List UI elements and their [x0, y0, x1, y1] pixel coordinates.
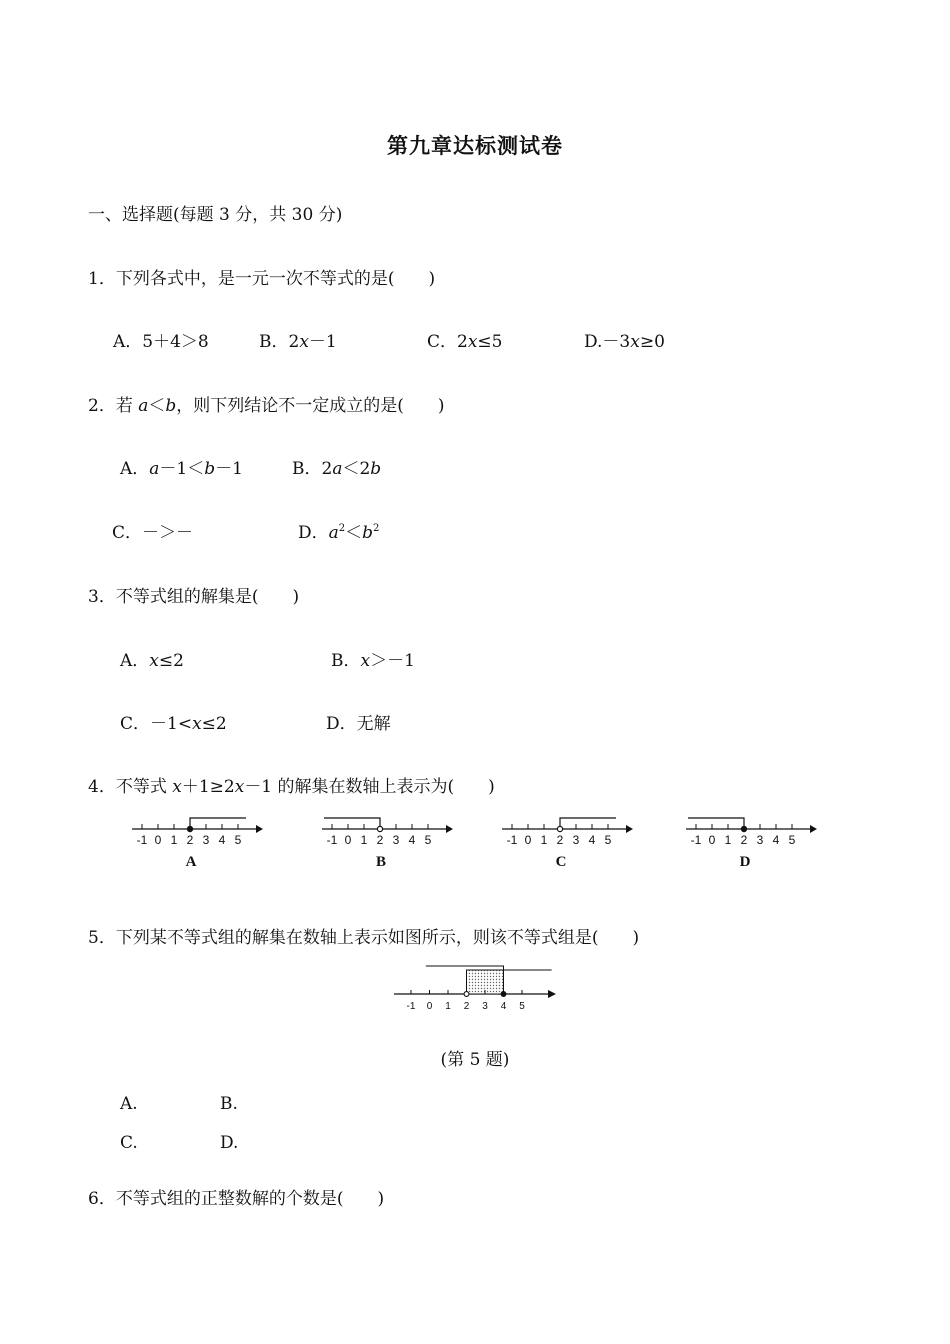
tick-label: -1	[406, 1001, 416, 1012]
q5-option-c: C.	[120, 1133, 138, 1153]
tick-label: 4	[408, 833, 416, 847]
option-letter: A	[185, 854, 197, 870]
open-dot	[377, 826, 382, 831]
question-3-stem: 3．不等式组的解集是( )	[88, 587, 300, 607]
tick-label: 3	[572, 833, 580, 847]
q1-option-b: B．2x－1	[259, 332, 337, 352]
number-line-a	[130, 810, 270, 872]
q1-option-a: A．5＋4＞8	[113, 332, 209, 352]
closed-dot	[741, 826, 746, 831]
tick-label: 3	[392, 833, 400, 847]
number-line-b	[320, 810, 460, 872]
tick-label: 5	[788, 833, 796, 847]
axis-arrow	[810, 825, 817, 833]
axis-arrow	[626, 825, 633, 833]
question-2-stem: 2．若 a＜b，则下列结论不一定成立的是( )	[88, 396, 445, 416]
tick-label: 5	[604, 833, 612, 847]
q2-option-d: D．$a^2<b^2$	[298, 523, 380, 543]
tick-label: 4	[588, 833, 596, 847]
question-5-stem: 5．下列某不等式组的解集在数轴上表示如图所示，则该不等式组是( )	[88, 928, 640, 948]
option-letter: B	[375, 854, 387, 870]
axis-arrow	[548, 990, 556, 998]
tick-label: 4	[772, 833, 780, 847]
open-dot	[557, 826, 562, 831]
tick-label: -1	[506, 833, 518, 847]
tick-label: 3	[482, 1001, 488, 1012]
tick-label: 2	[186, 833, 194, 847]
closed-dot	[501, 992, 506, 997]
tick-label: 2	[463, 1001, 470, 1012]
tick-label: -1	[690, 833, 702, 847]
axis-arrow	[256, 825, 263, 833]
question-4-stem: 4．不等式 x＋1≥2x－1 的解集在数轴上表示为( )	[88, 777, 495, 797]
tick-label: 0	[426, 1001, 433, 1012]
figure-caption: (第 5 题)	[440, 1050, 510, 1070]
tick-label: 4	[218, 833, 226, 847]
q2-option-c: C．－＞－	[112, 523, 194, 543]
tick-label: 0	[524, 833, 532, 847]
tick-label: 1	[170, 833, 178, 847]
q3-option-a: A．x≤2	[120, 651, 184, 671]
tick-label: 5	[519, 1001, 525, 1012]
q5-option-d: D.	[220, 1133, 239, 1153]
tick-label: 1	[540, 833, 548, 847]
axis-arrow	[446, 825, 453, 833]
question-6-stem: 6．不等式组的正整数解的个数是( )	[88, 1189, 385, 1209]
q5-option-a: A.	[120, 1094, 138, 1114]
tick-label: 0	[154, 833, 162, 847]
tick-label: 1	[724, 833, 732, 847]
tick-label: 0	[344, 833, 352, 847]
tick-label: 5	[234, 833, 242, 847]
question-1-stem: 1．下列各式中，是一元一次不等式的是( )	[88, 269, 436, 289]
tick-label: 2	[556, 833, 564, 847]
q2-option-b: B．2a＜2b	[292, 459, 382, 479]
tick-label: 2	[740, 833, 748, 847]
q1-option-c: C．2x≤5	[427, 332, 503, 352]
tick-label: 2	[376, 833, 384, 847]
q5-option-b: B.	[220, 1094, 238, 1114]
tick-label: 4	[500, 1001, 507, 1012]
tick-label: 3	[202, 833, 210, 847]
q5-number-line-figure	[390, 960, 560, 1014]
open-dot	[464, 992, 469, 997]
option-letter: D	[739, 854, 751, 870]
tick-label: -1	[326, 833, 338, 847]
q3-option-b: B．x＞－1	[331, 651, 415, 671]
tick-label: 5	[424, 833, 432, 847]
q1-option-d: D.－3x≥0	[584, 332, 665, 352]
option-letter: C	[555, 854, 567, 870]
tick-label: 1	[445, 1001, 451, 1012]
closed-dot	[187, 826, 192, 831]
number-line-d	[684, 810, 824, 872]
tick-label: -1	[136, 833, 148, 847]
section-heading: 一、选择题(每题 3 分，共 30 分)	[88, 205, 343, 225]
q3-option-c: C．－1<x≤2	[120, 714, 227, 734]
page-title: 第九章达标测试卷	[387, 133, 563, 158]
q3-option-d: D．无解	[326, 714, 391, 734]
number-line-c	[500, 810, 640, 872]
tick-label: 0	[708, 833, 716, 847]
tick-label: 1	[360, 833, 368, 847]
tick-label: 3	[756, 833, 764, 847]
q2-option-a: A．a－1＜b－1	[120, 459, 243, 479]
